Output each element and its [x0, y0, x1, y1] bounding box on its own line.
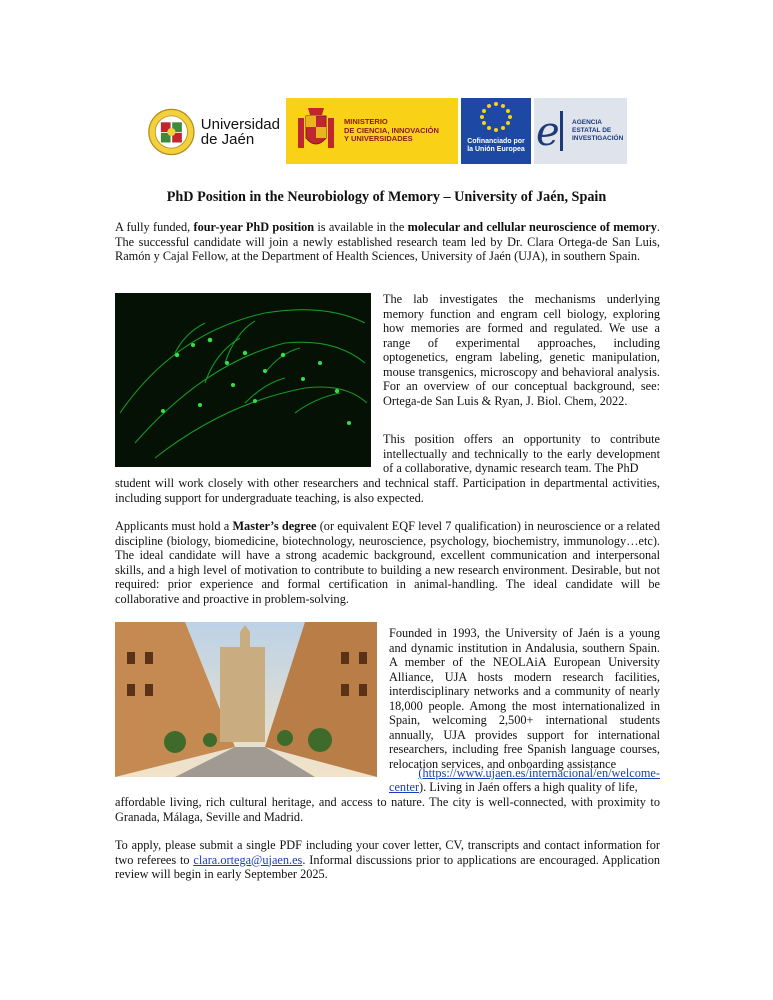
position-paragraph-part2: student will work closely with other researchers and technical staff. Participation in departmental activities, including support for undergraduate teaching, is also expected.	[115, 476, 660, 505]
ministry-logo	[286, 98, 458, 164]
eu-logo	[461, 98, 531, 164]
university-logo	[148, 97, 280, 167]
eu-line1: Cofinanciado por	[467, 138, 525, 145]
ministry-line3: Y UNIVERSIDADES	[344, 134, 413, 144]
contact-email-link[interactable]: clara.ortega@ujaen.es	[193, 852, 303, 867]
agency-line2: ESTATAL DE	[572, 127, 612, 134]
university-seal-icon	[148, 101, 195, 163]
university-paragraph-part2: affordable living, rich cultural heritage, and access to nature. The city is well-connected, with proximity to Granada, Málaga, Seville and Madrid.	[115, 795, 660, 824]
intro-text-1: A fully funded,	[115, 220, 194, 234]
living-text: ). Living in Jaén offers a high quality of life,	[419, 780, 638, 794]
requirements-paragraph	[115, 519, 660, 606]
university-name-line1: Universidad	[200, 116, 280, 133]
agency-line3: INVESTIGACIÓN	[572, 135, 624, 142]
university-paragraph: Founded in 1993, the University of Jaén is a young and dynamic institution in Andalusia, southern Spain. A member of the NEOLAiA European University Alliance, UJA hosts modern research facilities, interdisciplinary networks and a community of nearly 18,000 people. Among the most internationalized in Spain, welcoming 2,500+ international students annually, UJA provides support for international researchers, including free Spanish language courses, relocation services, and onboarding assistance	[389, 626, 660, 771]
intro-bold-field: molecular and cellular neuroscience of memory	[407, 220, 657, 234]
agency-line1: AGENCIA	[572, 119, 602, 126]
living-line	[389, 780, 660, 795]
ministry-line2: DE CIENCIA, INNOVACIÓN	[344, 125, 439, 135]
welcome-center-link[interactable]: (https://www.ujaen.es/internacional/en/welcome-	[418, 766, 660, 780]
intro-paragraph	[115, 220, 660, 264]
requirements-text-2: (or equivalent EQF level 7 qualification) in neuroscience or a related discipline (biology, biomedicine, biotechnology, neuroscience, psychology, biochemistry, immunology…etc). The ideal candidate will have a strong academic background, excellent communication and interpersonal skills, and a high level of motivation to contribute to building a new research environment. Desirable, but not required: prior experience and formal certification in animal-handling. The ideal candidate will be collaborative and proactive in problem-solving.	[115, 519, 660, 606]
eu-line2: la Unión Europea	[467, 146, 525, 153]
lab-paragraph: The lab investigates the mechanisms underlying memory function and engram cell biology, exploring how memories are formed and regulated. We use a range of experimental approaches, including optogenetics, engram labeling, genetic manipulation, mouse transgenics, microscopy and behavioral analysis. For an overview of our conceptual background, see: Ortega-de San Luis & Ryan, J. Biol. Chem, 2022.	[383, 292, 660, 408]
svg-text:e: e	[536, 109, 560, 155]
spain-coat-of-arms-icon	[294, 104, 338, 158]
agency-logo	[534, 98, 627, 164]
apply-text-2: . Informal discussions prior to applications are encouraged. Application review will begin in early September 2025.	[115, 852, 661, 881]
welcome-center-line	[389, 766, 660, 781]
requirements-text-1: Applicants must hold a	[115, 519, 233, 533]
logo-bar	[148, 97, 624, 167]
apply-text-1: To apply, please submit a single PDF including your cover letter, CV, transcripts and contact information for two referees to	[115, 838, 660, 867]
welcome-center-link-end[interactable]: center	[389, 780, 420, 794]
page-title: PhD Position in the Neurobiology of Memory – University of Jaén, Spain	[166, 189, 607, 205]
university-name-line2: de Jaén	[200, 131, 255, 148]
neuron-microscopy-image	[115, 293, 371, 467]
intro-text-3: . The successful candidate will join a newly established research team led by Dr. Clara Ortega-de San Luis, Ramón y Cajal Fellow, at the Department of Health Sciences, University of Jaén (UJA), in southern Spain.	[115, 220, 660, 263]
intro-text-2: is available in the	[314, 220, 408, 234]
agency-e-icon	[534, 105, 568, 157]
jaen-street-photo	[115, 622, 377, 777]
requirements-bold-degree: Master’s degree	[232, 519, 317, 533]
intro-bold-position: four-year PhD position	[193, 220, 315, 234]
position-paragraph-part1: This position offers an opportunity to contribute intellectually and technically to the early development of a collaborative, dynamic research team. The PhD	[383, 432, 660, 475]
apply-paragraph	[115, 838, 660, 882]
eu-stars-icon	[470, 98, 522, 136]
ministry-line1: MINISTERIO	[344, 117, 388, 127]
